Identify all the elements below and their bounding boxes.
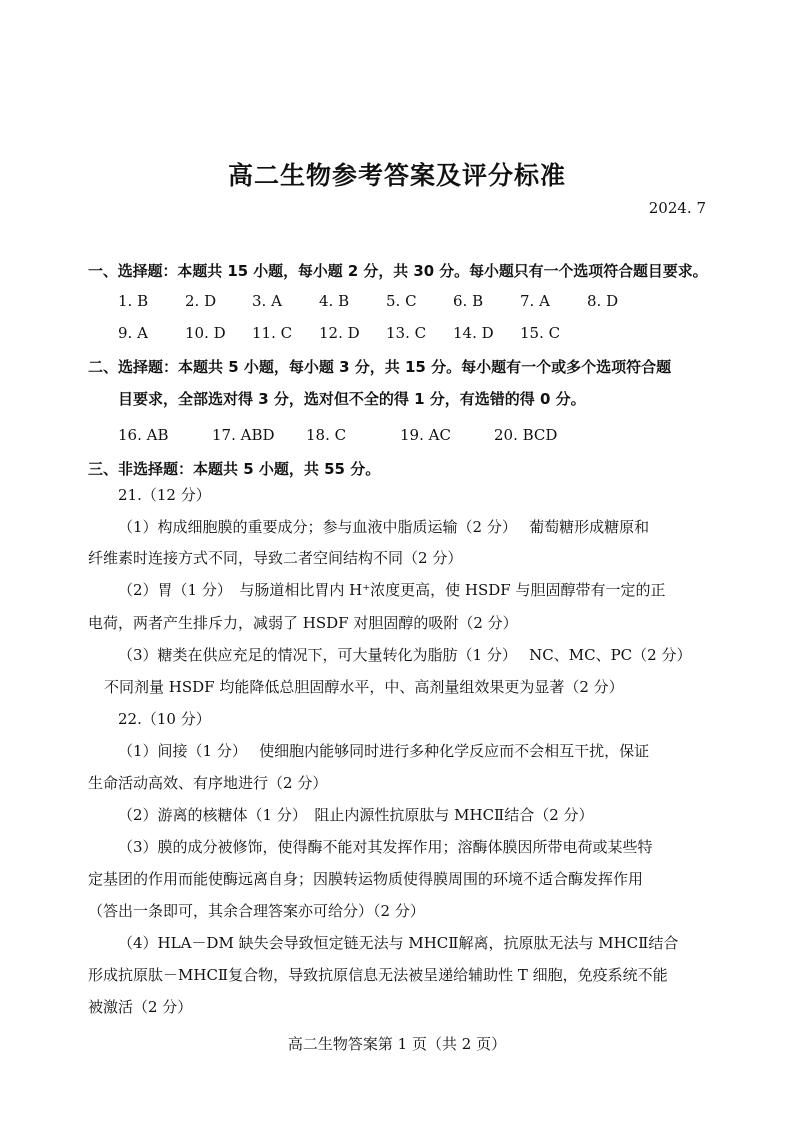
answer-10: 10. D (185, 324, 226, 342)
q22-part3-line3: （答出一条即可，其余合理答案亦可给分）（2 分） (88, 902, 425, 920)
page-footer: 高二生物答案第 1 页（共 2 页） (287, 1035, 507, 1053)
answer-2: 2. D (185, 292, 217, 310)
q22-part4-line3: 被激活（2 分） (88, 998, 193, 1016)
q22-part3-line2: 定基团的作用而能使酶远离自身；因膜转运物质使得膜周围的环境不适合酶发挥作用 (88, 870, 644, 888)
answer-14: 14. D (453, 324, 494, 342)
q21-part2-line1: （2）胃（1 分） 与肠道相比胃内 H⁺浓度更高，使 HSDF 与胆固醇带有一定的正 (118, 581, 666, 599)
q22-label: 22.（10 分） (118, 710, 211, 728)
document-date: 2024. 7 (648, 199, 706, 217)
answer-4: 4. B (319, 292, 350, 310)
answer-3: 3. A (252, 292, 282, 310)
answer-20: 20. BCD (494, 426, 558, 444)
q21-part3-line1: （3）糖类在供应充足的情况下，可大量转化为脂肪（1 分） NC、MC、PC（2 分） (118, 646, 692, 664)
answer-11: 11. C (252, 324, 293, 342)
page-title: 高二生物参考答案及评分标准 (227, 161, 566, 190)
answer-13: 13. C (386, 324, 427, 342)
q22-part3-line1: （3）膜的成分被修饰，使得酶不能对其发挥作用；溶酶体膜因所带电荷或某些特 (118, 838, 653, 856)
answer-6: 6. B (453, 292, 484, 310)
answer-15: 15. C (520, 324, 561, 342)
answer-18: 18. C (306, 426, 347, 444)
section2-heading-line1: 二、选择题：本题共 5 小题，每小题 3 分，共 15 分。每小题有一个或多个选项符合题 (88, 358, 672, 376)
q21-part2-line2: 电荷，两者产生排斥力，减弱了 HSDF 对胆固醇的吸附（2 分） (88, 614, 518, 632)
q22-part1-line1: （1）间接（1 分） 使细胞内能够同时进行多种化学反应而不会相互干扰，保证 (118, 742, 650, 760)
q22-part4-line1: （4）HLA－DM 缺失会导致恒定链无法与 MHCⅡ解离，抗原肽无法与 MHCⅡ结合 (118, 934, 679, 952)
section1-answers-row2 (118, 323, 587, 343)
q22-part1-line2: 生命活动高效、有序地进行（2 分） (88, 774, 328, 792)
q22-part4-line2: 形成抗原肽－MHCⅡ复合物，导致抗原信息无法被呈递给辅助性 T 细胞，免疫系统不能 (88, 966, 668, 984)
q21-part1-line1: （1）构成细胞膜的重要成分；参与血液中脂质运输（2 分） 葡萄糖形成糖原和 (118, 518, 650, 536)
answer-7: 7. A (520, 292, 550, 310)
section1-answers-row1 (118, 291, 654, 311)
answer-12: 12. D (319, 324, 360, 342)
section2-heading-line2: 目要求，全部选对得 3 分，选对但不全的得 1 分，有选错的得 0 分。 (118, 390, 586, 408)
q22-part2-line1: （2）游离的核糖体（1 分） 阻止内源性抗原肽与 MHCⅡ结合（2 分） (118, 806, 594, 824)
answer-9: 9. A (118, 324, 148, 342)
q21-part1-line2: 纤维素时连接方式不同，导致二者空间结构不同（2 分） (88, 549, 463, 567)
answer-19: 19. AC (400, 426, 451, 444)
section3-heading: 三、非选择题：本题共 5 小题，共 55 分。 (88, 460, 381, 478)
answer-5: 5. C (386, 292, 417, 310)
answer-1: 1. B (118, 292, 149, 310)
answer-17: 17. ABD (212, 426, 275, 444)
q21-label: 21.（12 分） (118, 486, 211, 504)
q21-part3-line2: 不同剂量 HSDF 均能降低总胆固醇水平，中、高剂量组效果更为显著（2 分） (104, 678, 624, 696)
answer-8: 8. D (587, 292, 619, 310)
section1-heading: 一、选择题：本题共 15 小题，每小题 2 分，共 30 分。每小题只有一个选项符合题目要求。 (88, 262, 708, 280)
answer-16: 16. AB (118, 426, 169, 444)
section2-answers (118, 425, 588, 445)
